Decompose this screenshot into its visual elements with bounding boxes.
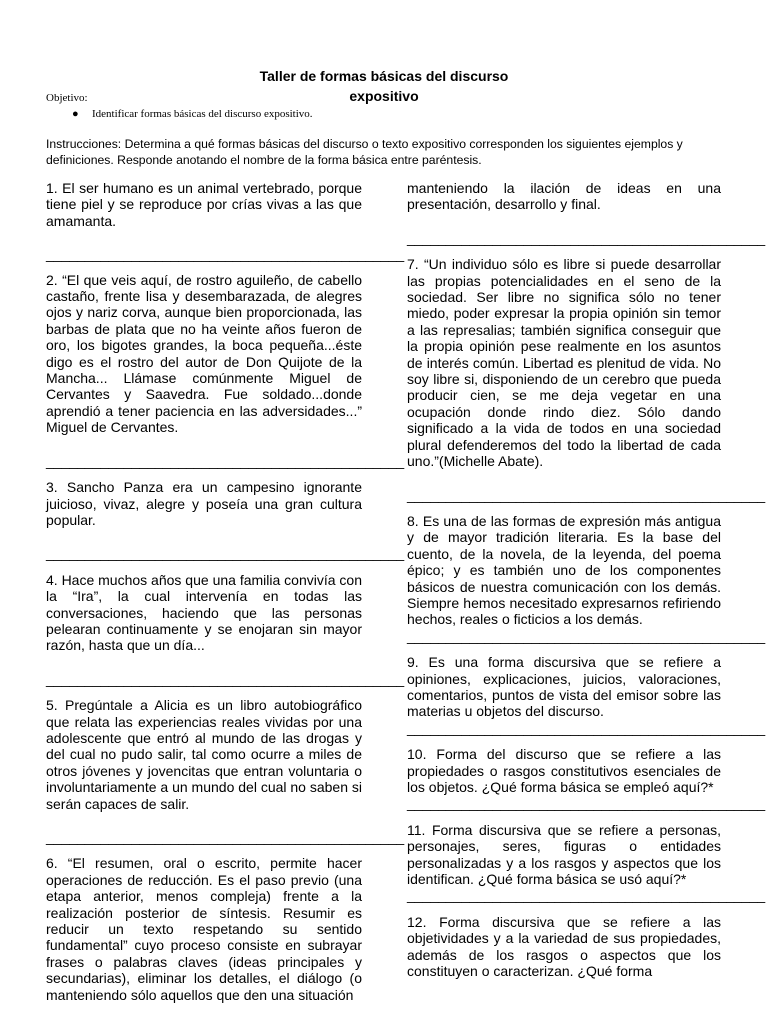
- bullet-icon: ●: [72, 108, 79, 120]
- answer-line-9: ______________________________________________: [407, 719, 766, 736]
- answer-line-7: ______________________________________________: [407, 486, 766, 503]
- instructions: Instrucciones: Determina a qué formas básicas del discurso o texto expositivo corresponden los siguientes ejemplos y definiciones. Responde anotando el nombre de la forma básica entre paréntesis.: [46, 137, 683, 167]
- document-title-line2: expositivo: [349, 88, 419, 104]
- answer-line-4: ______________________________________________: [46, 670, 405, 687]
- objetivo-text: Identificar formas básicas del discurso expositivo.: [92, 108, 313, 120]
- question-9: 9. Es una forma discursiva que se refiere a opiniones, explicaciones, juicios, valoraciones, comentarios, puntos de vista del emisor sobre las materias u objetos del discurso.: [407, 654, 721, 720]
- answer-line-8: ______________________________________________: [407, 627, 766, 644]
- answer-line-6: ______________________________________________: [407, 229, 766, 246]
- objetivo-label: Objetivo:: [46, 92, 88, 104]
- answer-line-5: ______________________________________________: [46, 829, 405, 845]
- question-10: 10. Forma del discurso que se refiere a las propiedades o rasgos constitutivos esenciales de los objetos. ¿Qué forma básica se empleó aquí?*: [407, 746, 721, 795]
- answer-line-11: ______________________________________________: [407, 887, 766, 904]
- question-6: 6. “El resumen, oral o escrito, permite hacer operaciones de reducción. Es el paso previo (una etapa anterior, menos compleja) frente a la realización posterior de síntesis. Resumir es reducir un texto respetando su sentido fundamental” cuyo proceso consiste en subrayar frases o palabras claves (ideas principales y secundarias), eliminar los detalles, el diálogo (o manteniendo sólo aquellos que den una situación: [46, 855, 362, 1003]
- question-8: 8. Es una de las formas de expresión más antigua y de mayor tradición literaria. Es la base del cuento, de la novela, de la leyenda, del poema épico; y es también uno de los componentes básicos de nuestra comunicación con los demás. Siempre hemos necesitado expresarnos refiriendo hechos, reales o ficticios a los demás.: [407, 512, 721, 628]
- question-6-continued: manteniendo la ilación de ideas en una presentación, desarrollo y final.: [407, 180, 721, 213]
- question-4: 4. Hace muchos años que una familia convivía con la “Ira”, la cual intervenía en todas las conversaciones, haciendo que las personas pelearan continuamente y se enojaran sin mayor razón, hasta que un día...: [46, 571, 362, 654]
- answer-line-1: ______________________________________________: [46, 246, 405, 263]
- question-2: 2. “El que veis aquí, de rostro aguileño, de cabello castaño, frente lisa y desembarazada, de alegres ojos y nariz corva, aunque bien proporcionada, las barbas de plata que no ha veinte años fueron de oro, los bigotes grandes, la boca pequeña...éste digo es el rostro del autor de Don Quijote de la Mancha... Llámase comúnmente Miguel de Cervantes y Saavedra. Fue soldado...donde aprendió a tener paciencia en las adversidades...” Miguel de Cervantes.: [46, 271, 362, 436]
- answer-line-3: ______________________________________________: [46, 545, 405, 562]
- answer-line-10: ______________________________________________: [407, 795, 766, 812]
- question-12: 12. Forma discursiva que se refiere a las objetividades y a la variedad de sus propiedades, además de los rasgos o aspectos que los constituyen o caracterizan. ¿Qué forma: [407, 913, 721, 980]
- question-11: 11. Forma discursiva que se refiere a personas, personajes, seres, figuras o entidades personalizadas y a los rasgos y aspectos que los identifican. ¿Qué forma básica se usó aquí?*: [407, 821, 721, 888]
- right-column: [407, 180, 766, 980]
- objetivo-item: [72, 108, 313, 120]
- question-1: 1. El ser humano es un animal vertebrado, porque tiene piel y se reproduce por crías vivas a las que amamanta.: [46, 180, 362, 229]
- answer-line-2: ______________________________________________: [46, 452, 405, 469]
- document-title-line1: Taller de formas básicas del discurso: [259, 68, 509, 84]
- left-column: [46, 180, 405, 1003]
- question-7: 7. “Un individuo sólo es libre si puede desarrollar las propias potencialidades en el seno de la sociedad. Ser libre no significa sólo no tener miedo, poder expresar la propia opinión sin temor a las represalias; también significa conseguir que la propia opinión pese realmente en los asuntos de interés común. Libertad es plenitud de vida. No soy libre si, disponiendo de un cerebro que pueda producir cien, se me deja vegetar en una ocupación donde rindo diez. Sólo dando significado a la vida de todos en una sociedad plural defenderemos del todo la libertad de cada uno.”(Michelle Abate).: [407, 256, 721, 470]
- question-5: 5. Pregúntale a Alicia es un libro autobiográfico que relata las experiencias reales vividas por una adolescente que entró al mundo de las drogas y del cual no pudo salir, tal como ocurre a miles de otros jóvenes y jovencitas que entran voluntaria o involuntariamente a un mundo del cual no saben si serán capaces de salir.: [46, 697, 362, 812]
- question-3: 3. Sancho Panza era un campesino ignorante juicioso, vivaz, alegre y poseía una gran cultura popular.: [46, 479, 362, 528]
